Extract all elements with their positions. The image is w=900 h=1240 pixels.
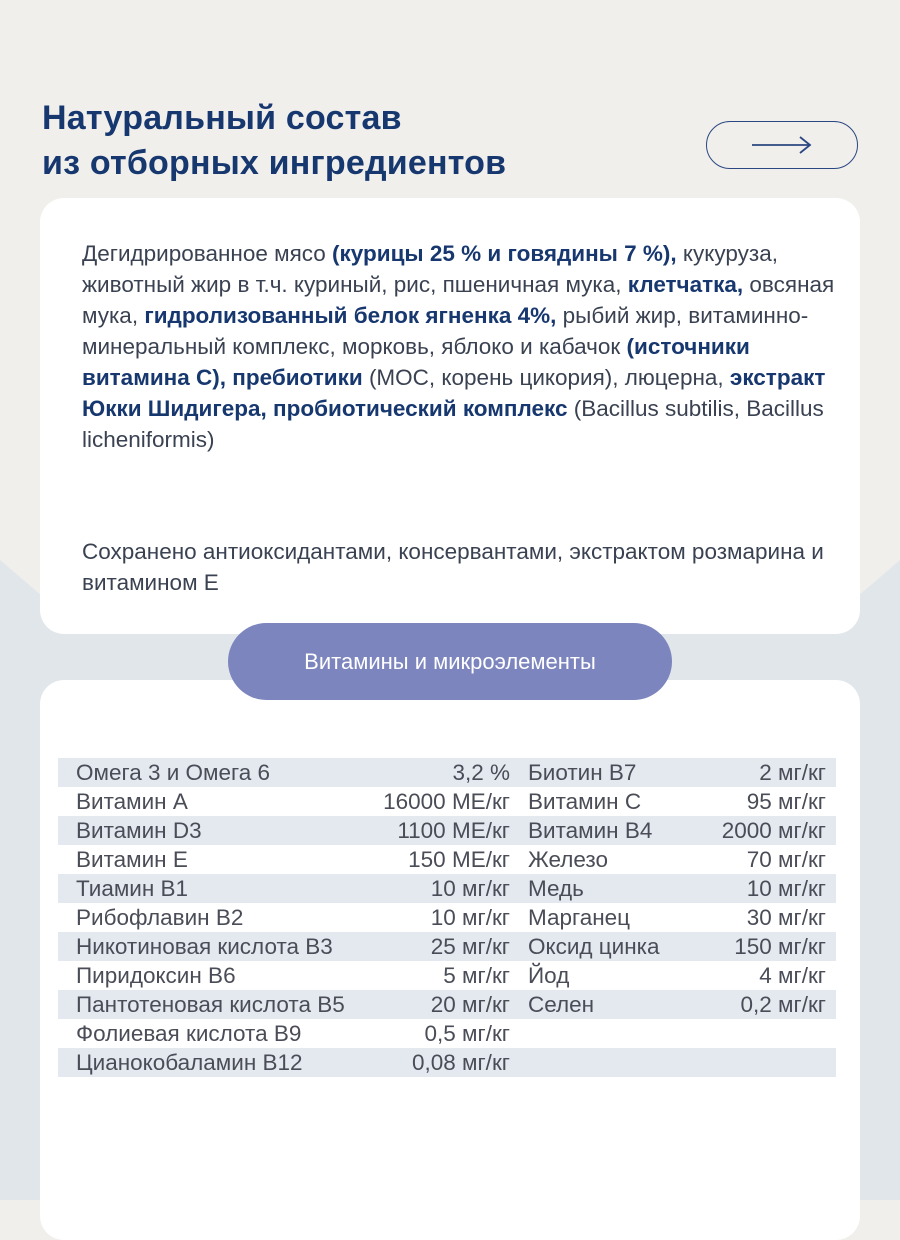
nutrient-name: Витамин В4 xyxy=(528,818,653,843)
composition-bold-2: клетчатка, xyxy=(627,272,744,297)
composition-bold-4: (источники витамина С), пребиотики xyxy=(82,334,750,390)
nutrient-value: 16000 МЕ/кг xyxy=(383,789,510,814)
nutrient-name: Медь xyxy=(528,876,584,901)
nutrient-name: Биотин В7 xyxy=(528,760,637,785)
nutrient-value: 2 мг/кг xyxy=(759,760,826,785)
nutrient-name: Оксид цинка xyxy=(528,934,660,959)
nutrient-name: Витамин Е xyxy=(76,847,188,872)
nutrient-value: 10 мг/кг xyxy=(746,876,826,901)
composition-part-1: Дегидрированное мясо xyxy=(82,241,333,266)
table-row xyxy=(58,845,836,874)
nutrient-value: 4 мг/кг xyxy=(759,963,826,988)
vitamins-section-label: Витамины и микроэлементы xyxy=(228,623,672,700)
nutrient-name: Рибофлавин В2 xyxy=(76,905,244,930)
nutrient-value: 20 мг/кг xyxy=(430,992,510,1017)
nutrient-name: Омега 3 и Омега 6 xyxy=(76,760,271,785)
nutrient-value: 0,5 мг/кг xyxy=(424,1021,510,1046)
preservation-text: Сохранено антиоксидантами, консервантами, экстрактом розмарина и витамином Е xyxy=(82,539,824,595)
table-row xyxy=(58,990,836,1019)
nutrient-value: 70 мг/кг xyxy=(746,847,826,872)
composition-part-5: (МОС, корень цикория), люцерна, xyxy=(362,365,730,390)
table-row xyxy=(58,932,836,961)
table-row xyxy=(58,1019,836,1048)
nutrient-name: Йод xyxy=(528,963,570,988)
table-row xyxy=(58,903,836,932)
nutrient-name: Пантотеновая кислота В5 xyxy=(76,992,345,1017)
table-row xyxy=(58,816,836,845)
nutrient-name: Никотиновая кислота В3 xyxy=(76,934,333,959)
nutrient-value: 2000 мг/кг xyxy=(721,818,826,843)
nutrient-value: 0,08 мг/кг xyxy=(411,1050,510,1075)
table-row xyxy=(58,758,836,787)
nutrient-value: 150 МЕ/кг xyxy=(408,847,510,872)
composition-bold-1: (курицы 25 % и говядины 7 %), xyxy=(332,241,677,266)
nutrient-name: Витамин D3 xyxy=(76,818,202,843)
nutrient-name: Цианокобаламин В12 xyxy=(76,1050,303,1075)
nutrient-name: Пиридоксин В6 xyxy=(76,963,236,988)
page-title-line-2: из отборных ингредиентов xyxy=(42,144,507,182)
nutrient-value: 10 мг/кг xyxy=(430,876,510,901)
composition-part-6: (Bacillus subtilis, Bacillus licheniformis) xyxy=(82,396,824,452)
nutrient-value: 1100 МЕ/кг xyxy=(397,818,510,843)
nutrient-name: Тиамин В1 xyxy=(76,876,189,901)
nutrient-value: 25 мг/кг xyxy=(430,934,510,959)
nutrient-value: 150 мг/кг xyxy=(734,934,826,959)
nutrient-name: Витамин С xyxy=(528,789,642,814)
nutrient-value: 30 мг/кг xyxy=(746,905,826,930)
page-title-line-1: Натуральный состав xyxy=(42,99,402,137)
nutrient-value: 0,2 мг/кг xyxy=(740,992,826,1017)
composition-part-2: кукуруза, животный жир в т.ч. куриный, рис, пшеничная мука, xyxy=(82,241,778,297)
table-row xyxy=(58,787,836,816)
table-row xyxy=(58,874,836,903)
composition-text xyxy=(82,238,842,455)
nutrient-value: 95 мг/кг xyxy=(746,789,826,814)
nutrient-name: Марганец xyxy=(528,905,631,930)
next-button[interactable] xyxy=(706,121,858,169)
nutrient-name: Фолиевая кислота В9 xyxy=(76,1021,302,1046)
composition-part-4: рыбий жир, витаминно-минеральный комплекс, морковь, яблоко и кабачок xyxy=(82,303,809,359)
composition-bold-3: гидролизованный белок ягненка 4%, xyxy=(144,303,557,328)
nutrient-value: 3,2 % xyxy=(452,760,510,785)
composition-bold-5: экстракт Юкки Шидигера, пробиотический комплекс xyxy=(82,365,826,421)
nutrient-name: Витамин А xyxy=(76,789,188,814)
arrow-right-icon xyxy=(750,135,814,155)
nutrient-name: Селен xyxy=(528,992,595,1017)
nutrient-name: Железо xyxy=(528,847,608,872)
table-row xyxy=(58,1048,836,1077)
page-title xyxy=(42,96,506,186)
nutrient-value: 10 мг/кг xyxy=(430,905,510,930)
composition-part-3: овсяная мука, xyxy=(82,272,835,328)
nutrient-value: 5 мг/кг xyxy=(443,963,510,988)
vitamins-table xyxy=(58,758,836,1077)
table-row xyxy=(58,961,836,990)
